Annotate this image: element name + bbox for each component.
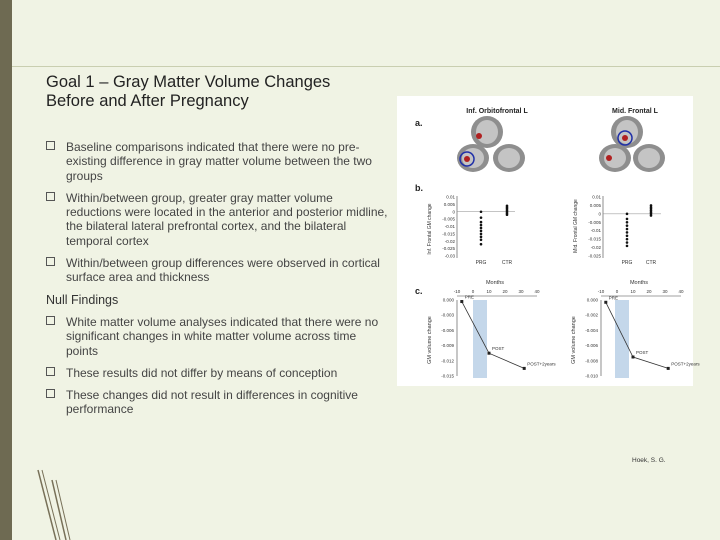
- b-scatter-left: [442, 195, 515, 267]
- c-data-point: [667, 367, 670, 370]
- null-findings-heading: Null Findings: [46, 292, 119, 307]
- c-ytick-label: -0.008: [585, 358, 598, 364]
- c-series-line: [462, 302, 524, 369]
- c-ylabel-left: GM volume change: [427, 316, 433, 364]
- b-ytick-label: 0: [452, 209, 455, 215]
- b-ytick-label: 0.01: [446, 194, 455, 200]
- panel-a-label: a.: [415, 118, 423, 128]
- bullet-item: [46, 191, 391, 248]
- b-ytick-label: 0: [598, 211, 601, 217]
- panel-b-label: b.: [415, 183, 423, 193]
- c-data-point: [604, 301, 607, 304]
- b-ytick-label: -0.015: [442, 231, 455, 237]
- figure-panel: [397, 96, 700, 386]
- c-ytick-label: -0.006: [585, 343, 598, 349]
- bullet-box-icon: [46, 389, 55, 398]
- b-category-label: PRG: [475, 260, 487, 266]
- c-xtick-label: 30: [518, 289, 524, 294]
- c-xtick-label: 10: [486, 289, 492, 294]
- c-xtick-label: 40: [678, 289, 684, 294]
- c-point-label: PRE: [464, 294, 475, 300]
- c-xtick-label: 0: [615, 289, 619, 294]
- b-data-point: [626, 224, 629, 227]
- c-data-point: [460, 300, 463, 303]
- c-point-label: POST: [492, 346, 505, 352]
- b-ytick-label: -0.02: [444, 238, 455, 244]
- b-category-label: PRG: [621, 260, 633, 266]
- bullet-item: [46, 315, 391, 358]
- b-ytick-label: -0.01: [590, 228, 601, 234]
- slide-body: [46, 140, 391, 425]
- b-data-point: [650, 214, 653, 217]
- slide-title: Goal 1 – Gray Matter Volume Changes Before and After Pregnancy: [46, 73, 331, 110]
- bullet-item: [46, 366, 391, 380]
- c-xtick-label: 0: [471, 289, 475, 294]
- b-data-point: [480, 243, 483, 246]
- b-data-point: [480, 227, 483, 230]
- b-category-label: CTR: [501, 260, 513, 266]
- c-line-chart-right: [585, 289, 700, 379]
- bullet-text: These results did not differ by means of conception: [66, 365, 338, 380]
- b-data-point: [626, 221, 629, 224]
- b-data-point: [626, 213, 629, 216]
- bullet-text: Baseline comparisons indicated that there were no pre-existing difference in gray matter volume between the two groups: [66, 140, 372, 183]
- bullet-text: Within/between group differences were observed in cortical surface area and thickness: [66, 256, 380, 285]
- b-data-point: [626, 231, 629, 234]
- b-data-point: [626, 241, 629, 244]
- c-ytick-label: -0.015: [441, 373, 454, 379]
- c-xtick-label: 20: [502, 289, 508, 294]
- c-xtick-label: 30: [662, 289, 668, 294]
- bullet-box-icon: [46, 257, 55, 266]
- b-scatter-right: [588, 195, 661, 267]
- bullet-item: [46, 256, 391, 285]
- b-ytick-label: -0.03: [444, 253, 455, 259]
- b-ytick-label: -0.005: [442, 216, 455, 222]
- region-title-left: Inf. Orbitofrontal L: [466, 108, 528, 115]
- b-data-point: [626, 238, 629, 241]
- b-category-label: CTR: [645, 260, 657, 266]
- brain-image-right-2: [599, 144, 631, 172]
- c-point-label: POST: [636, 350, 649, 355]
- c-ytick-label: -0.004: [585, 327, 598, 333]
- b-data-point: [480, 210, 483, 213]
- c-ytick-label: -0.010: [585, 373, 598, 379]
- b-ytick-label: 0.005: [443, 201, 455, 207]
- c-ytick-label: -0.009: [441, 343, 454, 349]
- c-xtick-label: 20: [646, 289, 652, 294]
- bullet-item: [46, 388, 391, 417]
- b-ytick-label: 0.005: [589, 202, 601, 208]
- c-xlabel-right: Months: [629, 280, 649, 286]
- b-data-point: [626, 228, 629, 231]
- c-ytick-label: 0.000: [586, 297, 598, 303]
- b-data-point: [480, 216, 483, 219]
- brain-image-left-2: [457, 144, 489, 172]
- b-ytick-label: -0.025: [442, 246, 455, 252]
- brain-image-left-1: [471, 116, 503, 148]
- c-ytick-label: -0.006: [441, 327, 454, 333]
- bullet-text: These changes did not result in differences in cognitive performance: [66, 388, 358, 417]
- c-point-label: PRE: [608, 295, 619, 301]
- b-ytick-label: -0.005: [588, 219, 601, 225]
- header-rule: [12, 66, 720, 67]
- brain-image-left-3: [493, 144, 525, 172]
- b-ytick-label: -0.025: [588, 253, 601, 259]
- b-data-point: [626, 245, 629, 248]
- b-data-point: [626, 234, 629, 237]
- c-ytick-label: -0.012: [441, 358, 454, 364]
- bullet-box-icon: [46, 192, 55, 201]
- b-data-point: [480, 236, 483, 239]
- b-ytick-label: -0.02: [590, 245, 601, 251]
- c-ylabel-right: GM volume change: [571, 316, 577, 364]
- panel-c-label: c.: [415, 286, 423, 296]
- b-data-point: [480, 233, 483, 236]
- brain-figure: [397, 96, 700, 386]
- decorative-lines-icon: [36, 470, 76, 540]
- bullet-item: [46, 140, 391, 183]
- c-pregnancy-band-right: [615, 300, 629, 378]
- c-ytick-label: -0.002: [585, 312, 598, 318]
- c-pregnancy-band-left: [473, 300, 487, 378]
- c-xtick-label: 10: [630, 289, 636, 294]
- b-data-point: [480, 230, 483, 233]
- left-accent-bar: [0, 0, 12, 540]
- b-ytick-label: 0.01: [592, 194, 601, 200]
- b-data-point: [480, 221, 483, 224]
- citation: Hoek, S. G.: [632, 457, 666, 464]
- b-ylabel-left: Inf. Frontal GM change: [427, 203, 433, 255]
- b-ylabel-right: Mid. Frontal GM change: [573, 199, 579, 253]
- b-data-point: [506, 205, 509, 208]
- region-title-right: Mid. Frontal L: [612, 108, 658, 115]
- c-data-point: [632, 356, 635, 359]
- c-line-chart-left: [441, 289, 556, 379]
- bullet-box-icon: [46, 367, 55, 376]
- c-ytick-label: 0.000: [442, 297, 454, 303]
- bullet-box-icon: [46, 316, 55, 325]
- c-data-point: [488, 352, 491, 355]
- b-data-point: [650, 204, 653, 207]
- bullet-text: Within/between group, greater gray matter volume reductions were located in the anterior and posterior midline, the bilateral lateral prefrontal cortex, and the bilateral temporal cortex: [66, 190, 388, 248]
- c-data-point: [523, 367, 526, 370]
- c-xtick-label: -10: [453, 289, 461, 294]
- brain-image-right-3: [633, 144, 665, 172]
- c-point-label: POST+2years: [671, 361, 700, 367]
- b-data-point: [480, 238, 483, 241]
- c-xtick-label: -10: [597, 289, 605, 294]
- b-data-point: [626, 218, 629, 221]
- c-ytick-label: -0.003: [441, 312, 454, 318]
- bullet-box-icon: [46, 141, 55, 150]
- b-ytick-label: -0.01: [444, 224, 455, 229]
- brain-image-right-1: [611, 116, 643, 148]
- c-xlabel-left: Months: [485, 280, 505, 286]
- c-xtick-label: 40: [534, 289, 540, 294]
- bullet-text: White matter volume analyses indicated that there were no significant changes in white matter volume across time points: [66, 314, 379, 358]
- b-data-point: [480, 224, 483, 227]
- b-data-point: [506, 213, 509, 216]
- b-ytick-label: -0.015: [588, 236, 601, 242]
- c-point-label: POST+2years: [527, 361, 556, 367]
